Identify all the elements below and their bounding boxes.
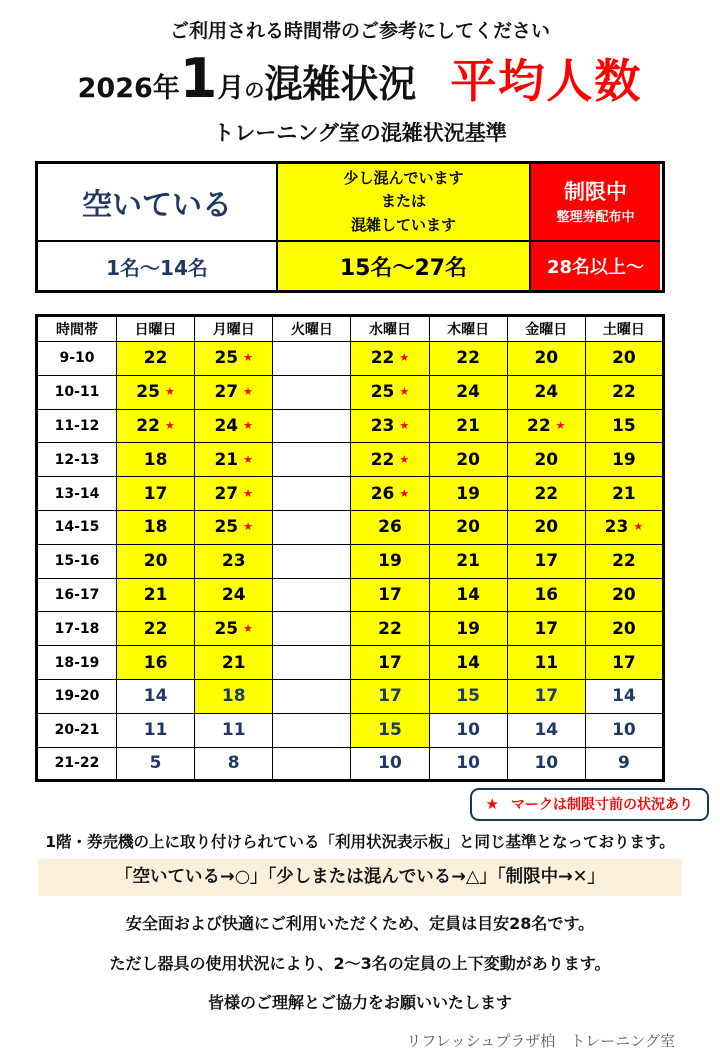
title-month-kanji: 月 xyxy=(217,73,245,104)
value-cell xyxy=(507,342,585,376)
subtitle-text: トレーニング室の混雑状況基準 xyxy=(213,121,507,145)
value-cell xyxy=(507,477,585,511)
near-limit-star-icon: ★ xyxy=(399,351,410,365)
column-header: 火曜日 xyxy=(273,316,351,342)
value-cell xyxy=(117,713,195,747)
value-cell xyxy=(429,544,507,578)
people-count: 27 xyxy=(214,382,239,403)
people-count: 15 xyxy=(456,686,480,707)
value-cell xyxy=(195,578,273,612)
people-count: 22 xyxy=(370,449,395,470)
near-limit-star-icon: ★ xyxy=(399,452,410,466)
time-slot-cell: 9-10 xyxy=(37,342,117,376)
near-limit-star-icon: ★ xyxy=(243,621,253,635)
column-header: 日曜日 xyxy=(117,316,195,342)
near-limit-star-icon: ★ xyxy=(555,418,566,432)
people-count: 25 xyxy=(370,382,395,403)
value-cell xyxy=(273,375,351,409)
table-row xyxy=(37,510,664,544)
people-count: 10 xyxy=(612,720,636,741)
people-count: 17 xyxy=(534,551,559,572)
legend-empty-label: 空いている xyxy=(82,188,232,223)
legend-limited-range-cell xyxy=(531,240,660,290)
people-count: 25 xyxy=(136,382,160,403)
title-month-number: 1 xyxy=(179,47,218,110)
value-cell xyxy=(585,510,663,544)
value-cell xyxy=(429,477,507,511)
people-count: 23 xyxy=(221,551,246,572)
value-cell xyxy=(507,747,585,781)
people-count: 24 xyxy=(214,415,239,436)
time-slot-cell: 20-21 xyxy=(37,713,117,747)
value-cell xyxy=(429,612,507,646)
column-header: 木曜日 xyxy=(429,316,507,342)
value-cell xyxy=(585,375,663,409)
value-cell xyxy=(507,443,585,477)
page-title xyxy=(0,45,720,109)
value-cell xyxy=(195,679,273,713)
value-cell xyxy=(273,679,351,713)
legend-busy-range: 15名～27名 xyxy=(339,255,468,281)
value-cell xyxy=(429,342,507,376)
people-count: 16 xyxy=(143,652,168,673)
value-cell xyxy=(429,713,507,747)
people-count: 8 xyxy=(227,753,240,774)
legend-empty-cell xyxy=(38,164,276,240)
footer-note-fluctuation: ただし器具の使用状況により、2～3名の定員の上下変動があります。 xyxy=(109,954,611,974)
time-slot-cell: 12-13 xyxy=(37,443,117,477)
table-row xyxy=(37,342,664,376)
value-cell xyxy=(351,679,429,713)
people-count: 5 xyxy=(149,753,162,774)
near-limit-star-icon: ★ xyxy=(243,418,253,432)
people-count: 11 xyxy=(221,720,246,741)
value-cell xyxy=(195,747,273,781)
people-count: 19 xyxy=(456,483,480,504)
time-slot-cell: 18-19 xyxy=(37,646,117,680)
people-count: 17 xyxy=(143,483,168,504)
people-count: 22 xyxy=(456,348,480,369)
value-cell xyxy=(507,713,585,747)
value-cell xyxy=(117,409,195,443)
value-cell xyxy=(117,578,195,612)
people-count: 20 xyxy=(612,584,636,605)
value-cell xyxy=(195,544,273,578)
people-count: 22 xyxy=(136,415,160,436)
people-count: 20 xyxy=(534,449,559,470)
legend-busy-line1: 少し混んでいます xyxy=(343,169,464,188)
value-cell xyxy=(585,646,663,680)
value-cell xyxy=(117,443,195,477)
value-cell xyxy=(429,375,507,409)
value-cell xyxy=(117,646,195,680)
near-limit-star-icon: ★ xyxy=(243,385,253,399)
legend-empty-range-cell xyxy=(38,240,276,290)
value-cell xyxy=(429,679,507,713)
value-cell xyxy=(195,646,273,680)
people-count: 25 xyxy=(214,517,239,538)
people-count: 22 xyxy=(534,483,559,504)
value-cell xyxy=(195,510,273,544)
people-count: 10 xyxy=(456,720,480,741)
footer-note-standard: 1階・券売機の上に取り付けられている「利用状況表示板」と同じ基準となっております。 xyxy=(45,833,675,852)
people-count: 22 xyxy=(527,415,551,436)
people-count: 15 xyxy=(612,415,636,436)
people-count: 16 xyxy=(534,584,559,605)
value-cell xyxy=(273,713,351,747)
people-count: 20 xyxy=(612,618,636,639)
value-cell xyxy=(429,443,507,477)
value-cell xyxy=(429,578,507,612)
value-cell xyxy=(351,646,429,680)
value-cell xyxy=(117,342,195,376)
value-cell xyxy=(117,747,195,781)
people-count: 17 xyxy=(378,652,402,673)
value-cell xyxy=(585,409,663,443)
status-symbols-band: 「空いている→○」「少しまたは混んでいる→△」「制限中→✕」 xyxy=(38,859,682,896)
near-limit-star-icon: ★ xyxy=(633,520,644,534)
people-count: 20 xyxy=(612,348,636,369)
value-cell xyxy=(273,544,351,578)
near-limit-star-icon: ★ xyxy=(243,351,253,365)
people-count: 23 xyxy=(604,517,629,538)
people-count: 18 xyxy=(143,517,168,538)
legend-busy-cell xyxy=(276,164,531,240)
time-slot-cell: 10-11 xyxy=(37,375,117,409)
people-count: 22 xyxy=(612,382,636,403)
value-cell xyxy=(585,713,663,747)
time-slot-cell: 11-12 xyxy=(37,409,117,443)
people-count: 20 xyxy=(456,449,480,470)
value-cell xyxy=(507,578,585,612)
people-count: 21 xyxy=(612,483,636,504)
people-count: 27 xyxy=(214,483,239,504)
legend-limited-cell xyxy=(531,164,660,240)
value-cell xyxy=(273,646,351,680)
value-cell xyxy=(273,443,351,477)
people-count: 10 xyxy=(378,753,402,774)
time-slot-cell: 15-16 xyxy=(37,544,117,578)
value-cell xyxy=(195,612,273,646)
time-slot-cell: 13-14 xyxy=(37,477,117,511)
people-count: 24 xyxy=(221,584,246,605)
people-count: 26 xyxy=(370,483,395,504)
people-count: 17 xyxy=(378,584,402,605)
near-limit-star-icon: ★ xyxy=(399,385,410,399)
people-count: 17 xyxy=(378,686,402,707)
value-cell xyxy=(351,342,429,376)
people-count: 22 xyxy=(143,348,168,369)
value-cell xyxy=(507,510,585,544)
people-count: 20 xyxy=(456,517,480,538)
star-note-text: マークは制限寸前の状況あり xyxy=(511,797,693,814)
people-count: 10 xyxy=(456,753,480,774)
people-count: 22 xyxy=(378,618,402,639)
value-cell xyxy=(273,612,351,646)
legend-limited-label: 制限中 xyxy=(564,179,627,204)
column-header: 時間帯 xyxy=(37,316,117,342)
legend-busy-range-cell xyxy=(276,240,531,290)
value-cell xyxy=(117,375,195,409)
people-count: 19 xyxy=(378,551,402,572)
people-count: 20 xyxy=(143,551,168,572)
footer-note-capacity: 安全面および快適にご利用いただくため、定員は目安28名です。 xyxy=(125,914,595,934)
legend-limited-sublabel: 整理券配布中 xyxy=(556,210,635,226)
value-cell xyxy=(117,544,195,578)
value-cell xyxy=(273,747,351,781)
table-row xyxy=(37,578,664,612)
table-row xyxy=(37,544,664,578)
people-count: 21 xyxy=(221,652,246,673)
value-cell xyxy=(273,477,351,511)
people-count: 26 xyxy=(378,517,402,538)
value-cell xyxy=(195,477,273,511)
value-cell xyxy=(351,477,429,511)
near-limit-star-icon: ★ xyxy=(164,418,175,432)
time-slot-cell: 19-20 xyxy=(37,679,117,713)
value-cell xyxy=(117,510,195,544)
value-cell xyxy=(195,342,273,376)
people-count: 24 xyxy=(456,382,480,403)
people-count: 21 xyxy=(214,449,239,470)
people-count: 21 xyxy=(456,551,480,572)
star-note-box xyxy=(470,788,709,821)
column-header: 月曜日 xyxy=(195,316,273,342)
value-cell xyxy=(429,747,507,781)
title-particle: の xyxy=(244,78,265,102)
near-limit-star-icon: ★ xyxy=(399,418,410,432)
value-cell xyxy=(429,409,507,443)
value-cell xyxy=(195,375,273,409)
title-average-people: 平均人数 xyxy=(450,54,643,108)
value-cell xyxy=(585,477,663,511)
value-cell xyxy=(507,409,585,443)
congestion-table-wrapper xyxy=(35,314,685,782)
near-limit-star-icon: ★ xyxy=(243,520,253,534)
column-header: 金曜日 xyxy=(507,316,585,342)
people-count: 14 xyxy=(143,686,168,707)
value-cell xyxy=(351,612,429,646)
value-cell xyxy=(351,578,429,612)
time-slot-cell: 17-18 xyxy=(37,612,117,646)
credit-text: リフレッシュプラザ柏 トレーニング室 xyxy=(406,1032,675,1051)
people-count: 10 xyxy=(534,753,559,774)
star-icon: ★ xyxy=(485,794,499,813)
value-cell xyxy=(117,477,195,511)
value-cell xyxy=(507,375,585,409)
table-row xyxy=(37,713,664,747)
value-cell xyxy=(351,747,429,781)
people-count: 11 xyxy=(143,720,168,741)
people-count: 22 xyxy=(143,618,168,639)
people-count: 14 xyxy=(534,720,559,741)
people-count: 22 xyxy=(370,348,395,369)
table-row xyxy=(37,477,664,511)
people-count: 19 xyxy=(456,618,480,639)
legend-busy-line2: または xyxy=(380,192,426,211)
time-slot-cell: 14-15 xyxy=(37,510,117,544)
value-cell xyxy=(195,409,273,443)
table-row xyxy=(37,747,664,781)
value-cell xyxy=(507,612,585,646)
value-cell xyxy=(273,510,351,544)
value-cell xyxy=(585,747,663,781)
people-count: 9 xyxy=(618,753,630,774)
value-cell xyxy=(351,375,429,409)
value-cell xyxy=(507,646,585,680)
people-count: 14 xyxy=(456,652,480,673)
value-cell xyxy=(273,342,351,376)
people-count: 14 xyxy=(612,686,636,707)
column-header: 土曜日 xyxy=(585,316,663,342)
legend-limited-range: 28名以上～ xyxy=(546,257,645,278)
value-cell xyxy=(273,578,351,612)
people-count: 17 xyxy=(534,618,559,639)
value-cell xyxy=(585,443,663,477)
table-row xyxy=(37,612,664,646)
people-count: 24 xyxy=(534,382,559,403)
people-count: 17 xyxy=(612,652,636,673)
value-cell xyxy=(195,443,273,477)
near-limit-star-icon: ★ xyxy=(399,486,410,500)
people-count: 15 xyxy=(378,720,402,741)
value-cell xyxy=(585,679,663,713)
value-cell xyxy=(585,578,663,612)
people-count: 19 xyxy=(612,449,636,470)
value-cell xyxy=(351,510,429,544)
near-limit-star-icon: ★ xyxy=(243,452,253,466)
table-row xyxy=(37,646,664,680)
value-cell xyxy=(429,646,507,680)
title-congestion-word: 混雑状況 xyxy=(264,62,417,106)
near-limit-star-icon: ★ xyxy=(164,385,175,399)
legend-busy-line3: 混雑しています xyxy=(350,215,456,234)
table-row xyxy=(37,409,664,443)
table-row xyxy=(37,679,664,713)
time-slot-cell: 21-22 xyxy=(37,747,117,781)
value-cell xyxy=(117,612,195,646)
people-count: 23 xyxy=(370,415,395,436)
footer-note-thanks: 皆様のご理解とご協力をお願いいたします xyxy=(207,993,512,1013)
people-count: 21 xyxy=(456,415,480,436)
congestion-table xyxy=(35,314,665,782)
value-cell xyxy=(351,443,429,477)
people-count: 20 xyxy=(534,517,559,538)
people-count: 11 xyxy=(534,652,559,673)
people-count: 25 xyxy=(214,618,239,639)
people-count: 21 xyxy=(143,584,168,605)
value-cell xyxy=(429,510,507,544)
near-limit-star-icon: ★ xyxy=(243,486,253,500)
value-cell xyxy=(351,713,429,747)
people-count: 14 xyxy=(456,584,480,605)
value-cell xyxy=(351,409,429,443)
star-note-row xyxy=(0,788,709,821)
people-count: 18 xyxy=(143,449,168,470)
value-cell xyxy=(585,342,663,376)
people-count: 18 xyxy=(221,686,246,707)
people-count: 17 xyxy=(534,686,559,707)
value-cell xyxy=(585,612,663,646)
value-cell xyxy=(585,544,663,578)
value-cell xyxy=(507,679,585,713)
legend-table xyxy=(35,161,665,293)
time-slot-cell: 16-17 xyxy=(37,578,117,612)
column-header: 水曜日 xyxy=(351,316,429,342)
title-year: 2026年 xyxy=(77,73,180,104)
people-count: 22 xyxy=(612,551,636,572)
people-count: 20 xyxy=(534,348,559,369)
instruction-text: ご利用される時間帯のご参考にしてください xyxy=(169,20,550,42)
legend-empty-range: 1名～14名 xyxy=(106,255,208,280)
table-row xyxy=(37,443,664,477)
table-row xyxy=(37,375,664,409)
value-cell xyxy=(117,679,195,713)
value-cell xyxy=(273,409,351,443)
value-cell xyxy=(195,713,273,747)
value-cell xyxy=(351,544,429,578)
value-cell xyxy=(507,544,585,578)
people-count: 25 xyxy=(214,348,239,369)
